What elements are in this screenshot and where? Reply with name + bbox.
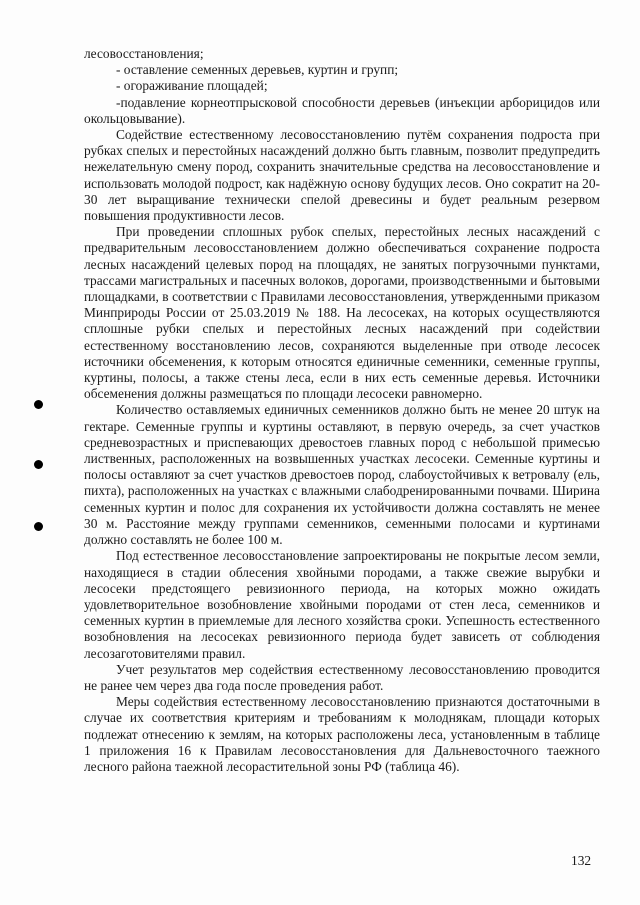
page-number: 132 (571, 853, 592, 868)
document-body (84, 46, 600, 775)
binder-hole (34, 400, 43, 409)
list-item: - оставление семенных деревьев, куртин и групп; (116, 62, 399, 78)
paragraph: Количество оставляемых единичных семенников должно быть не менее 20 штук на гектаре. Семенные группы и куртины оставляют, в первую очередь, за счет участков средневозрастных и приспевающих древостоев главных пород с небольшой примесью лиственных, расположенных на возвышенных участках лесосеки. Семенные куртины и полосы оставляют за счет участков древостоев пород, слабоустойчивых к ветровалу (ель, пихта), расположенных на участках с влажными слабодренированными почвами. Ширина семенных куртин и полос для сохранения их устойчивости должна составлять не менее 30 м. Расстояние между группами семенников, семенными полосами и куртинами должно составлять не более 100 м. (84, 402, 600, 548)
paragraph: При проведении сплошных рубок спелых, перестойных лесных насаждений с предварительным лесовосстановлением должно обеспечиваться сохранение подроста лесных насаждений целевых пород на площадях, не занятых погрузочными пунктами, трассами магистральных и пасечных волоков, дорогами, производственными и бытовыми площадками, в соответствии с Правилами лесовосстановления, утвержденными приказом Минприроды России от 25.03.2019 № 188. На лесосеках, на которых осуществляются сплошные рубки спелых и перестойных лесных насаждений при содействии естественному восстановлению лесов, сохраняются выделенные при отводе лесосек источники обсеменения, к которым относятся единичные семенники, семенные группы, куртины, полосы, а также стены леса, если в них есть семенные деревья. Источники обсеменения должны размещаться по площади лесосеки равномерно. (84, 224, 600, 402)
intro-line: лесовосстановления; (84, 46, 204, 61)
paragraph: Содействие естественному лесовосстановлению путём сохранения подроста при рубках спелых и перестойных насаждений должно быть главным, позволит предупредить нежелательную смену пород, сохранить значительные средства на лесовосстановление и использовать молодой подрост, как надёжную основу будущих лесов. Оно сократит на 20-30 лет выращивание технически спелой древесины и будет реальным резервом повышения продуктивности лесов. (84, 127, 600, 224)
binder-hole (34, 460, 43, 469)
list-item: - огораживание площадей; (116, 78, 268, 94)
paragraph: Меры содействия естественному лесовосстановлению признаются достаточными в случае их соответствия критериям и требованиям к молоднякам, площади которых подлежат отнесению к землям, на которых расположены леса, установленным в таблице 1 приложения 16 к Правилам лесовосстановления для Дальневосточного таежного лесного района таежной лесорастительной зоны РФ (таблица 46). (84, 694, 600, 774)
binder-hole (34, 522, 43, 531)
paragraph: Учет результатов мер содействия естественному лесовосстановлению проводится не ранее чем через два года после проведения работ. (84, 661, 600, 693)
paragraph: Под естественное лесовосстановление запроектированы не покрытые лесом земли, находящиеся в стадии облесения хвойными породами, а также свежие вырубки и лесосеки предстоящего ревизионного периода, на которых можно ожидать удовлетворительное возобновление хвойными породами от стен леса, семенников и семенных куртин в приемлемые для лесного хозяйства сроки. Успешность естественного возобновления на лесосеках ревизионного периода будет зависеть от соблюдения лесозаготовителями правил. (84, 548, 600, 661)
list-item: -подавление корнеотпрысковой способности деревьев (инъекции арборицидов или окольцовывание). (84, 94, 600, 126)
